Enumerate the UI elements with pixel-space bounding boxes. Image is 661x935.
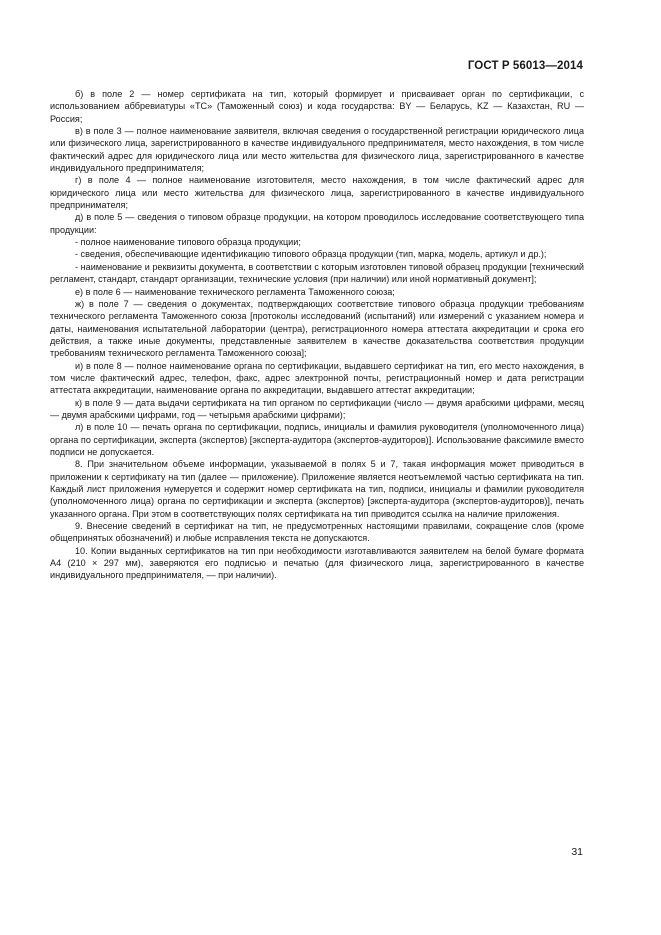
paragraph-8: 8. При значительном объеме информации, указываемой в полях 5 и 7, такая информация может приводиться в приложении к сертификату на тип (далее — приложение). Приложение является неотъемлемой частью сертификата на тип. Каждый лист приложения нумеруется и содержит номер сертификата на тип, подписи, инициалы и фамилии руководителя (уполномоченного лица) органа по сертификации и эксперта (экспертов) [эксперта-аудитора (экспертов-аудиторов)], печать указанного органа. При этом в соответствующих полях сертификата на тип приводится ссылка на наличие приложения. <box>50 459 584 519</box>
paragraph-g: г) в поле 4 — полное наименование изготовителя, место нахождения, в том числе фактический адрес для юридического лица или место жительства для физического лица, зарегистрированного в качестве индивидуального предпринимателя; <box>50 175 584 211</box>
document-header: ГОСТ Р 56013—2014 <box>467 60 583 72</box>
paragraph-9: 9. Внесение сведений в сертификат на тип, не предусмотренных настоящими правилами, сокращение слов (кроме общепринятых обозначений) и любые исправления текста не допускаются. <box>50 521 584 544</box>
list-item-dash-2: - сведения, обеспечивающие идентификацию типового образца продукции (тип, марка, модель, артикул и др.); <box>75 249 547 260</box>
paragraph-i: и) в поле 8 — полное наименование органа по сертификации, выдавшего сертификат на тип, его место нахождения, в том числе фактический адрес, телефон, факс, адрес электронной почты, регистрационный номер и дата регистрации аттестата аккредитации, наименование органа по аккредитации, выдавшего аттестат аккредитации; <box>50 360 584 396</box>
list-item-dash-3: - наименование и реквизиты документа, в соответствии с которым изготовлен типовой образец продукции [технический регламент, стандарт, стандарт организации, технические условия (при наличии) или иной нормативный документ]; <box>50 261 584 285</box>
paragraph-b: б) в поле 2 — номер сертификата на тип, который формирует и присваивает орган по сертификации, с использованием аббревиатуры «ТС» (Таможенный союз) и кода государства: BY — Беларусь, KZ — Казахстан, RU — Россия; <box>50 89 584 124</box>
paragraph-k: к) в поле 9 — дата выдачи сертификата на тип органом по сертификации (число — двумя арабскими цифрами, месяц — двумя арабскими цифрами, год — четырьмя арабскими цифрами); <box>50 397 584 420</box>
list-item-dash-1: - полное наименование типового образца продукции; <box>75 237 301 248</box>
page-number: 31 <box>571 846 583 858</box>
paragraph-l: л) в поле 10 — печать органа по сертификации, подпись, инициалы и фамилия руководителя (уполномоченного лица) органа по сертификации, эксперта (экспертов) [эксперта-аудитора (экспертов-аудиторов)]. Использование факсимиле вместо подписи не допускается. <box>50 422 584 457</box>
paragraph-zh: ж) в поле 7 — сведения о документах, подтверждающих соответствие типового образца продукции требованиям технического регламента Таможенного союза [протоколы исследований (испытаний) или измерений с указанием номера и даты, наименования испытательной лаборатории (центра), регистрационного номера аттестата аккредитации и срока его действия, а также иные документы, представленные заявителем в качестве доказательства соответствия продукции требованиям технического регламента Таможенного союза]; <box>50 298 584 359</box>
paragraph-d: д) в поле 5 — сведения о типовом образце продукции, на котором проводилось исследование соответствующего типа продукции: <box>50 212 584 235</box>
paragraph-e: е) в поле 6 — наименование технического регламента Таможенного союза; <box>75 286 395 297</box>
paragraph-v: в) в поле 3 — полное наименование заявителя, включая сведения о государственной регистрации юридического лица или физического лица, зарегистрированного в качестве индивидуального предпринимателя, место нахождения, в том числе фактический адрес для юридического лица или место жительства для физического лица, зарегистрированного в качестве индивидуального предпринимателя; <box>50 126 584 174</box>
document-body <box>50 88 584 582</box>
paragraph-10: 10. Копии выданных сертификатов на тип при необходимости изготавливаются заявителем на белой бумаге формата А4 (210 × 297 мм), заверяются его подписью и печатью (для физического лица, зарегистрированного в качестве индивидуального предпринимателя, — при наличии). <box>50 545 584 581</box>
